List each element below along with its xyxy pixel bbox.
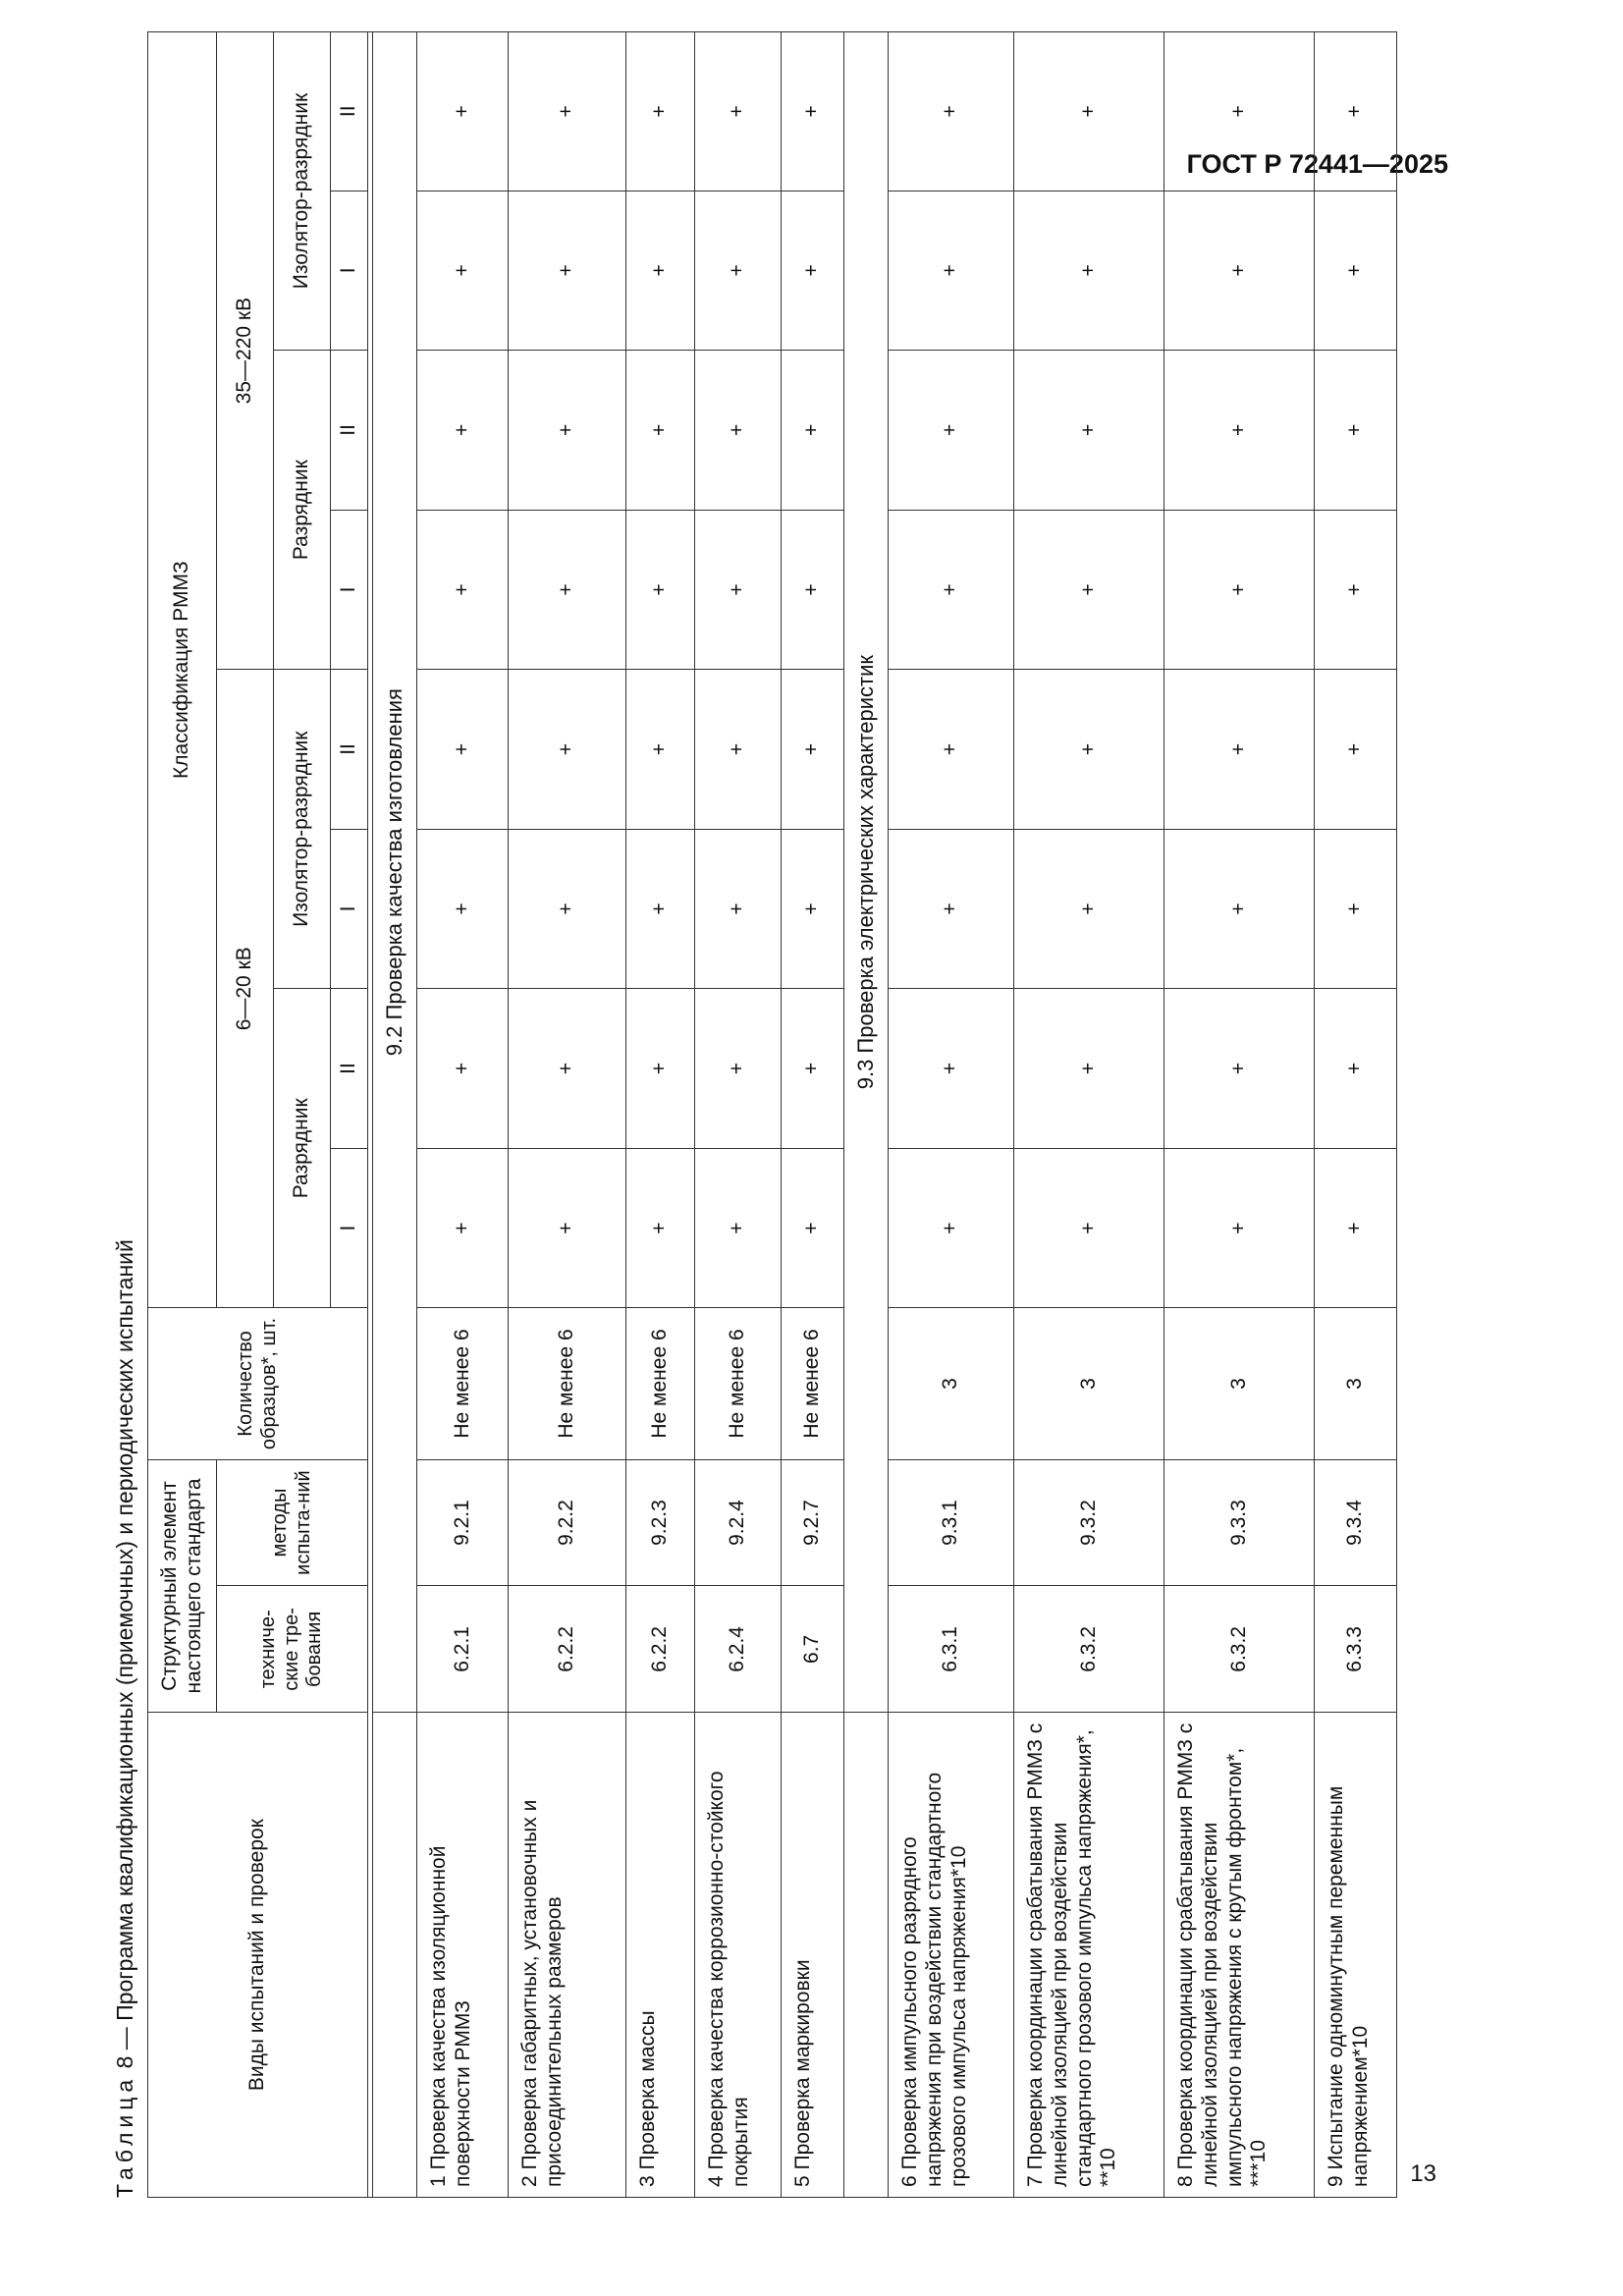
test-name-cell: 5 Проверка маркировки [782,1713,844,2198]
applicability-mark-cell: + [417,1148,509,1308]
applicability-mark-cell: + [1315,351,1397,511]
applicability-mark-cell: + [1315,510,1397,670]
table-row [1315,32,1397,2198]
applicability-mark-cell: + [695,670,782,830]
applicability-mark-cell: + [626,191,695,351]
test-name-cell: 1 Проверка качества изоляционной поверхности РММЗ [417,1713,509,2198]
applicability-mark-cell: + [626,351,695,511]
test-name-cell: 9 Испытание одноминутным переменным напряжением*10 [1315,1713,1397,2198]
tech-requirement-cell: 6.2.4 [695,1586,782,1713]
applicability-mark-cell: + [417,191,509,351]
table-caption-text: 8 — Программа квалификационных (приемочных) и периодических испытаний [112,1239,137,2075]
standard-designation: ГОСТ Р 72441—2025 [1186,149,1448,179]
table-row [417,32,509,2198]
applicability-mark-cell: + [782,510,844,670]
applicability-mark-cell: + [782,1148,844,1308]
applicability-mark-cell: + [1164,1148,1315,1308]
applicability-mark-cell: + [1164,191,1315,351]
section-title: 9.3 Проверка электрических характеристик [844,32,889,1713]
section-empty-cell [844,1713,889,2198]
table-row [889,32,1014,2198]
applicability-mark-cell: + [782,351,844,511]
applicability-mark-cell: + [509,32,626,191]
test-method-cell: 9.2.1 [417,1459,509,1586]
applicability-mark-cell: + [889,989,1014,1149]
tech-requirement-cell: 6.3.1 [889,1586,1014,1713]
test-method-cell: 9.2.3 [626,1459,695,1586]
applicability-mark-cell: + [626,32,695,191]
applicability-mark-cell: + [1014,829,1164,989]
applicability-mark-cell: + [417,351,509,511]
sample-count-cell: Не менее 6 [626,1308,695,1459]
applicability-mark-cell: + [626,670,695,830]
test-name-cell: 4 Проверка качества коррозионно-стойкого покрытия [695,1713,782,2198]
applicability-mark-cell: + [509,191,626,351]
test-method-cell: 9.3.2 [1014,1459,1164,1586]
test-name-cell: 8 Проверка координации срабатывания РММЗ с линейной изоляцией при воздействии импульсного напряжения с крутым фронтом*, ***10 [1164,1713,1315,2198]
applicability-mark-cell: + [509,351,626,511]
section-title: 9.2 Проверка качества изготовления [373,32,417,1713]
applicability-mark-cell: + [1164,989,1315,1149]
tech-requirement-cell: 6.3.2 [1164,1586,1315,1713]
applicability-mark-cell: + [1014,989,1164,1149]
applicability-mark-cell: + [1014,191,1164,351]
applicability-mark-cell: + [889,510,1014,670]
applicability-mark-cell: + [626,510,695,670]
test-method-cell: 9.2.2 [509,1459,626,1586]
table-row [1014,32,1164,2198]
table-body [373,32,1397,2198]
sample-count-cell: Не менее 6 [695,1308,782,1459]
applicability-mark-cell: + [889,1148,1014,1308]
table-row [509,32,626,2198]
header-class-i: I [331,829,368,989]
test-method-cell: 9.2.4 [695,1459,782,1586]
applicability-mark-cell: + [695,510,782,670]
applicability-mark-cell: + [695,191,782,351]
applicability-mark-cell: + [889,829,1014,989]
header-arrester-2: Разрядник [274,351,331,670]
tech-requirement-cell: 6.2.1 [417,1586,509,1713]
applicability-mark-cell: + [1014,32,1164,191]
applicability-mark-cell: + [695,351,782,511]
applicability-mark-cell: + [1164,670,1315,830]
header-voltage-6-20: 6—20 кВ [217,670,274,1308]
table-caption-prefix: Таблица [112,2074,137,2198]
applicability-mark-cell: + [417,510,509,670]
applicability-mark-cell: + [1315,989,1397,1149]
header-voltage-35-220: 35—220 кВ [217,32,274,670]
tech-requirement-cell: 6.2.2 [509,1586,626,1713]
header-insulator-arrester-2: Изолятор-разрядник [274,32,331,351]
applicability-mark-cell: + [782,989,844,1149]
applicability-mark-cell: + [695,1148,782,1308]
applicability-mark-cell: + [695,829,782,989]
table-row [626,32,695,2198]
table-row [695,32,782,2198]
header-class-ii: II [331,670,368,830]
header-class-ii: II [331,32,368,191]
applicability-mark-cell: + [1164,510,1315,670]
rotated-table-block [112,31,1372,2198]
applicability-mark-cell: + [509,989,626,1149]
applicability-mark-cell: + [782,670,844,830]
section-row [373,32,417,2198]
header-class-ii: II [331,989,368,1149]
applicability-mark-cell: + [1014,510,1164,670]
applicability-mark-cell: + [782,32,844,191]
applicability-mark-cell: + [509,510,626,670]
header-test-methods: методы испыта-ний [217,1459,368,1586]
header-test-types: Виды испытаний и проверок [148,1713,368,2198]
test-method-cell: 9.2.7 [782,1459,844,1586]
applicability-mark-cell: + [889,351,1014,511]
applicability-mark-cell: + [626,989,695,1149]
applicability-mark-cell: + [509,829,626,989]
table-row [1164,32,1315,2198]
sample-count-cell: Не менее 6 [417,1308,509,1459]
sample-count-cell: 3 [1164,1308,1315,1459]
table-caption [112,1239,138,2198]
test-name-cell: 7 Проверка координации срабатывания РММЗ с линейной изоляцией при воздействии стандартного грозового импульса напряжения*, **10 [1014,1713,1164,2198]
applicability-mark-cell: + [417,989,509,1149]
applicability-mark-cell: + [695,989,782,1149]
applicability-mark-cell: + [1014,1148,1164,1308]
applicability-mark-cell: + [417,670,509,830]
tech-requirement-cell: 6.3.3 [1315,1586,1397,1713]
applicability-mark-cell: + [889,32,1014,191]
applicability-mark-cell: + [509,1148,626,1308]
header-class-i: I [331,191,368,351]
applicability-mark-cell: + [782,191,844,351]
applicability-mark-cell: + [1315,1148,1397,1308]
applicability-mark-cell: + [417,829,509,989]
header-class-i: I [331,1148,368,1308]
header-class-i: I [331,510,368,670]
section-row [844,32,889,2198]
applicability-mark-cell: + [509,670,626,830]
sample-count-cell: Не менее 6 [509,1308,626,1459]
applicability-mark-cell: + [1315,32,1397,191]
tech-requirement-cell: 6.3.2 [1014,1586,1164,1713]
header-classification: Классификация РММЗ [148,32,217,1308]
header-insulator-arrester-1: Изолятор-разрядник [274,670,331,989]
sample-count-cell: 3 [889,1308,1014,1459]
applicability-mark-cell: + [626,829,695,989]
applicability-mark-cell: + [1164,829,1315,989]
test-method-cell: 9.3.1 [889,1459,1014,1586]
applicability-mark-cell: + [1315,191,1397,351]
test-method-cell: 9.3.3 [1164,1459,1315,1586]
applicability-mark-cell: + [626,1148,695,1308]
applicability-mark-cell: + [1164,32,1315,191]
section-empty-cell [373,1713,417,2198]
applicability-mark-cell: + [1315,829,1397,989]
applicability-mark-cell: + [417,32,509,191]
applicability-mark-cell: + [695,32,782,191]
applicability-mark-cell: + [1014,670,1164,830]
test-name-cell: 6 Проверка импульсного разрядного напряжения при воздействии стандартного грозового импульса напряжения*10 [889,1713,1014,2198]
tech-requirement-cell: 6.2.2 [626,1586,695,1713]
sample-count-cell: 3 [1315,1308,1397,1459]
applicability-mark-cell: + [782,829,844,989]
test-program-table [147,31,1397,2198]
header-structural-element: Структурный элемент настоящего стандарта [148,1459,217,1713]
applicability-mark-cell: + [889,191,1014,351]
sample-count-cell: Не менее 6 [782,1308,844,1459]
test-method-cell: 9.3.4 [1315,1459,1397,1586]
test-name-cell: 3 Проверка массы [626,1713,695,2198]
header-tech-requirements: техниче-ские тре-бования [217,1586,368,1713]
header-arrester-1: Разрядник [274,989,331,1308]
applicability-mark-cell: + [1315,670,1397,830]
applicability-mark-cell: + [889,670,1014,830]
applicability-mark-cell: + [1014,351,1164,511]
tech-requirement-cell: 6.7 [782,1586,844,1713]
header-samples: Количество образцов*, шт. [148,1308,368,1459]
table-row [782,32,844,2198]
sample-count-cell: 3 [1014,1308,1164,1459]
header-class-ii: II [331,351,368,511]
test-name-cell: 2 Проверка габаритных, установочных и присоединительных размеров [509,1713,626,2198]
applicability-mark-cell: + [1164,351,1315,511]
page-number: 13 [1410,2160,1436,2187]
